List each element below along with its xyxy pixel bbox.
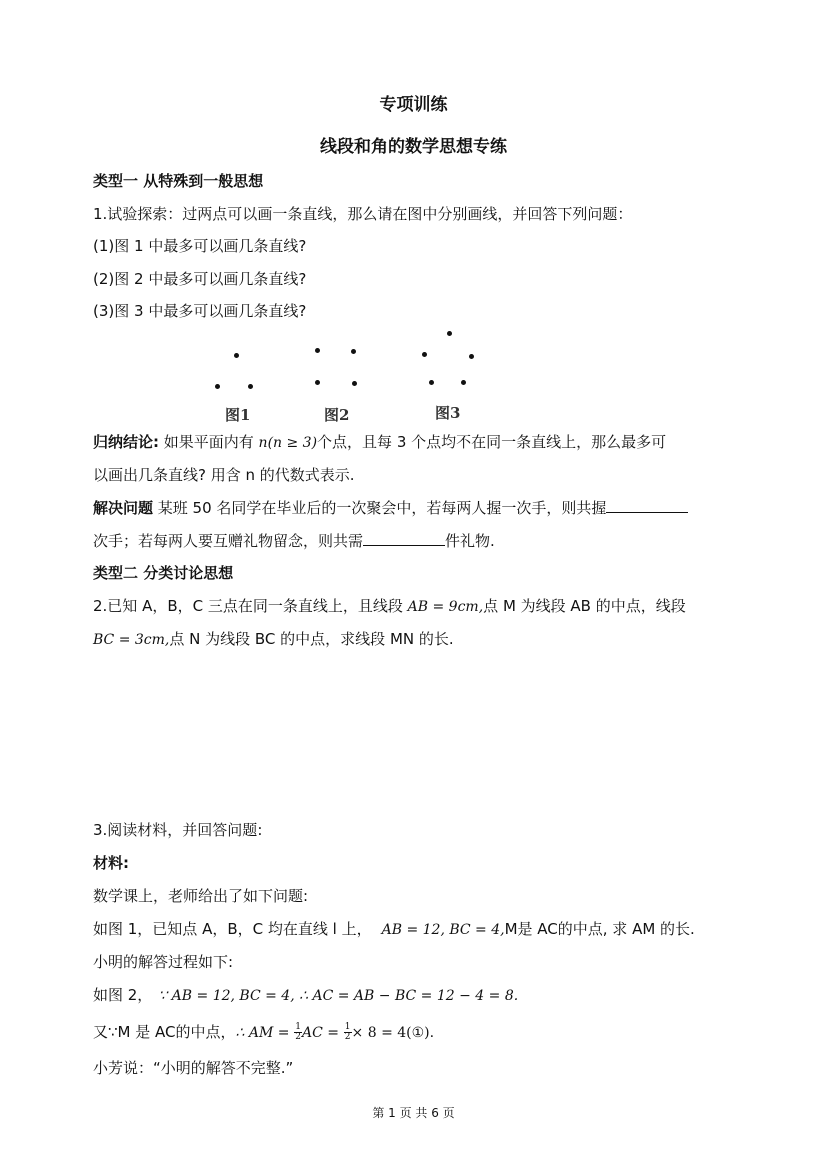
q3-line2: 如图 1，已知点 A，B，C 均在直线 l 上， AB = 12, BC = 4,M是 AC的中点, 求 AM 的长.	[93, 920, 695, 938]
type2-heading: 类型二 分类讨论思想	[93, 564, 234, 582]
answer-blank-2[interactable]	[363, 531, 445, 546]
math-n-ge-3: n(n ≥ 3)	[258, 435, 318, 451]
fig3-dot	[461, 380, 466, 385]
q3-line6: 小芳说：“小明的解答不完整.”	[93, 1059, 294, 1077]
q3-intro: 3.阅读材料，并回答问题:	[93, 821, 263, 839]
q2-line1: 2.已知 A，B，C 三点在同一条直线上，且线段 AB = 9cm,点 M 为线段 AB 的中点，线段	[93, 597, 686, 615]
fig2-dot	[351, 349, 356, 354]
q3-line4: 如图 2， ∵ AB = 12, BC = 4, ∴ AC = AB − BC = 12 − 4 = 8.	[93, 986, 519, 1004]
q3-line1: 数学课上，老师给出了如下问题:	[93, 887, 309, 905]
fig3-dot	[422, 352, 427, 357]
conclusion-line2: 以画出几条直线? 用含 n 的代数式表示.	[93, 466, 355, 484]
fig3-dot	[469, 354, 474, 359]
q1-part1: (1)图 1 中最多可以画几条直线?	[93, 237, 307, 255]
fig3-dot	[447, 331, 452, 336]
fig1-dot	[248, 384, 253, 389]
fig1-label: 图1	[225, 406, 251, 424]
math-solution-1: ∵ AB = 12, BC = 4, ∴ AC = AB − BC = 12 − 4 = 8.	[158, 988, 519, 1004]
conclusion-label: 归纳结论:	[93, 433, 159, 451]
type1-heading: 类型一 从特殊到一般思想	[93, 172, 264, 190]
fig2-label: 图2	[324, 406, 350, 424]
material-label: 材料:	[93, 854, 129, 872]
fraction-half: $\frac{1}{2}$	[344, 1022, 351, 1042]
solve-label: 解决问题	[93, 499, 154, 517]
fraction-half: $\frac{1}{2}$	[295, 1022, 301, 1042]
answer-blank-1[interactable]	[606, 498, 688, 513]
fig2-dot	[315, 348, 320, 353]
fig2-dot	[315, 380, 320, 385]
q1-part3: (3)图 3 中最多可以画几条直线?	[93, 302, 307, 320]
q2-line2: BC = 3cm,点 N 为线段 BC 的中点，求线段 MN 的长.	[93, 630, 454, 648]
q3-line3: 小明的解答过程如下:	[93, 953, 234, 971]
solve-line2: 次手；若每两人要互赠礼物留念，则共需 件礼物.	[93, 532, 495, 550]
fig1-dot	[234, 353, 239, 358]
fig2-dot	[352, 381, 357, 386]
conclusion-line1: 归纳结论: 如果平面内有 n(n ≥ 3)个点，且每 3 个点均不在同一条直线上，那么最多可	[93, 433, 667, 451]
page-subtitle: 线段和角的数学思想专练	[320, 137, 507, 157]
fig3-dot	[429, 380, 434, 385]
math-given: AB = 12, BC = 4,	[381, 922, 505, 938]
q1-part2: (2)图 2 中最多可以画几条直线?	[93, 270, 307, 288]
math-ab: AB = 9cm,	[407, 599, 484, 615]
q3-line5: 又∵M 是 AC的中点，∴ AM = $\frac{1}{2}$ AC = $\frac{1}{2}$ × 8 = 4(①).	[93, 1022, 435, 1042]
math-bc: BC = 3cm,	[93, 632, 170, 648]
page-footer: 第 1 页 共 6 页	[372, 1106, 455, 1120]
page-title: 专项训练	[379, 95, 448, 115]
q1-intro: 1.试验探索：过两点可以画一条直线，那么请在图中分别画线，并回答下列问题：	[93, 205, 633, 223]
fig1-dot	[215, 384, 220, 389]
fig3-label: 图3	[435, 404, 461, 422]
solve-line1: 解决问题 某班 50 名同学在毕业后的一次聚会中，若每两人握一次手，则共握	[93, 497, 688, 519]
